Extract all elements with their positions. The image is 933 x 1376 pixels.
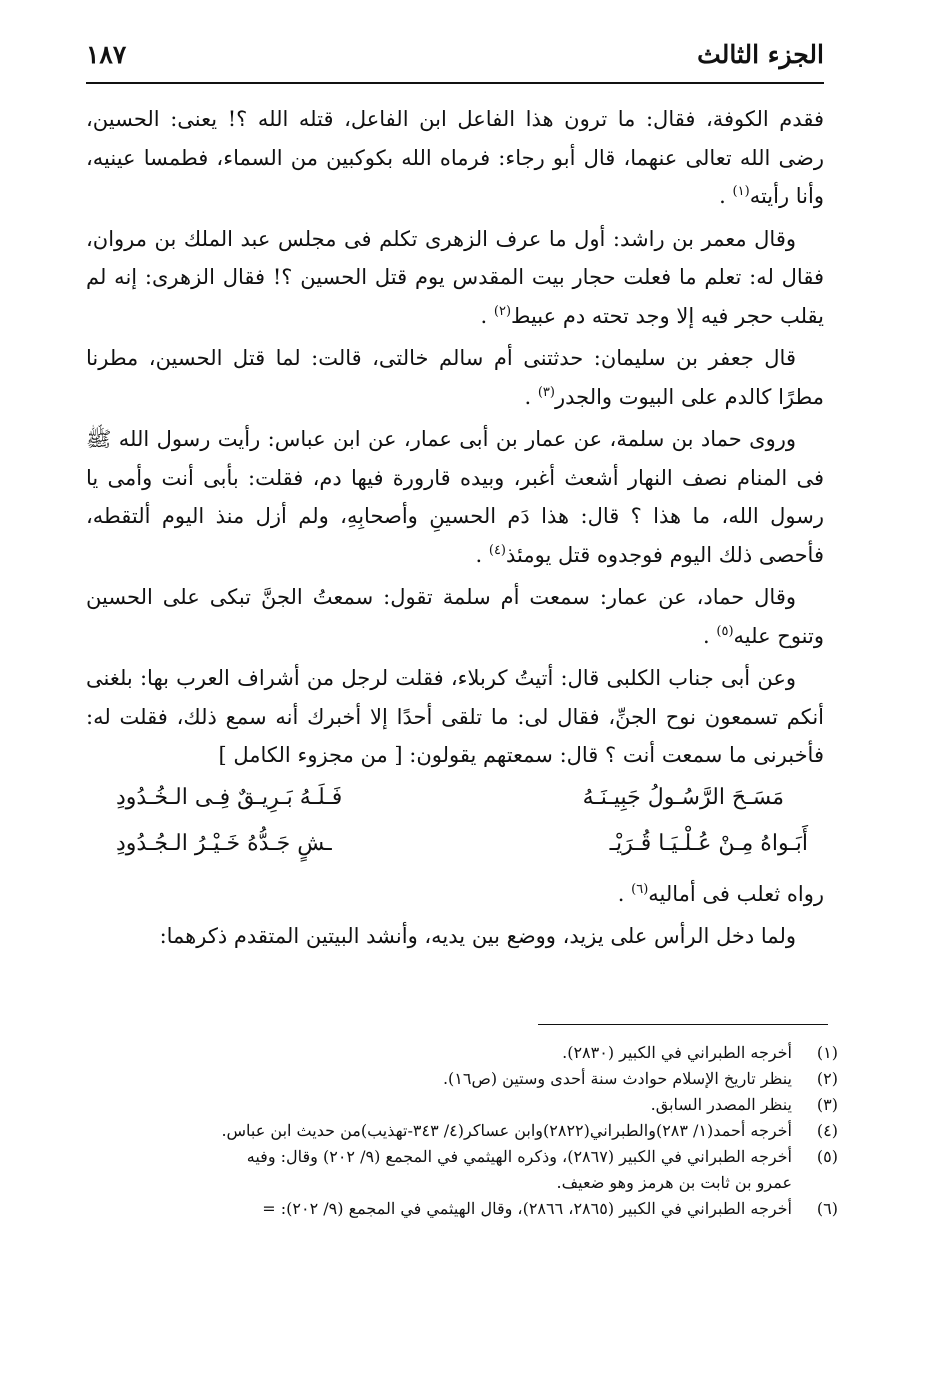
footnote: (٢) ينظر تاريخ الإسلام حوادث سنة أحدى وستين (ص١٦).: [442, 1069, 838, 1088]
verse-second-hemistich: ـشٍ جَـدُّهُ خَـيْـرُ الـجُـدُودِ: [116, 830, 332, 856]
footnote-ref: (٣): [537, 384, 555, 400]
footnotes: [86, 1040, 838, 1222]
page-header: [86, 38, 824, 80]
paragraph: فقدم الكوفة، فقال: ما ترون هذا الفاعل ابن الفاعل، قتله الله ؟! يعنى: الحسين، رضى الله تعالى عنهما، قال أبو رجاء: فرماه الله بكوكبين من السماء، فطمسا عينيه، وأنا رأيته$^{(١)}$ .: [86, 107, 824, 208]
footnote: (٥) أخرجه الطبراني في الكبير (٢٨٦٧)، وذكره الهيثمي في المجمع (٩/ ٢٠٢) وقال: وفيه عمرو بن ثابت بن هرمز وهو ضعيف.: [246, 1147, 838, 1192]
footnote-ref: (٤): [488, 542, 506, 558]
footnote-ref: (٥): [716, 623, 734, 639]
verse-second-hemistich: فَـلَـهُ بَـرِيـقٌ فِـى الـخُـدُودِ: [116, 784, 343, 810]
footnote: (٦) أخرجه الطبراني في الكبير (٢٨٦٥، ٢٨٦٦)، وقال الهيثمي في المجمع (٩/ ٢٠٢): =: [262, 1199, 838, 1218]
verse-first-hemistich: أَبَـواهُ مِـنْ عُـلْـيَـا قُـرَيْـ: [609, 830, 808, 856]
verse-first-hemistich: مَسَـحَ الرَّسُـولُ جَبِيـنَـهُ: [582, 784, 784, 810]
page-number: ١٨٧: [86, 40, 127, 69]
footnote-rule: [538, 1024, 828, 1025]
paragraph: ولما دخل الرأس على يزيد، ووضع بين يديه، وأنشد البيتين المتقدم ذكرهما:: [159, 924, 796, 948]
paragraph: قال جعفر بن سليمان: حدثتنى أم سالم خالتى، قالت: لما قتل الحسين، مطرنا مطرًا كالدم على البيوت والجدر$^{(٣)}$ .: [86, 346, 824, 409]
footnote: (١) أخرجه الطبراني في الكبير (٢٨٣٠).: [562, 1043, 838, 1062]
footnote: (٣) ينظر المصدر السابق.: [650, 1095, 838, 1114]
paragraph: وروى حماد بن سلمة، عن عمار بن أبى عمار، عن ابن عباس: رأيت رسول الله ﷺ فى المنام نصف النهار أشعث أغبر، وبيده قارورة فيها دم، فقلت: بأبى أنت وأمى يا رسول الله، ما هذا ؟ قال: هذا دَم الحسينِ وأصحابِهِ، ولم أزل منذ اليوم ألتقطه، فأحصى ذلك اليوم فوجدوه قتل يومئذ$^{(٤)}$ .: [86, 427, 824, 567]
footnote: (٤) أخرجه أحمد(١/ ٢٨٣)والطبراني(٢٨٢٢)وابن عساكر(٤/ ٣٤٣-تهذيب)من حديث ابن عباس.: [221, 1121, 838, 1140]
poem: [86, 779, 824, 875]
footnote-ref: (٢): [493, 303, 512, 319]
main-text: [86, 100, 824, 960]
chapter-title: الجزء الثالث: [697, 40, 824, 69]
paragraph: وعن أبى جناب الكلبى قال: أتيتُ كربلاء، فقلت لرجل من أشراف العرب بها: بلغنى أنكم تسمعون نوح الجنِّ، فقال لى: ما تلقى أحدًا إلا أخبرك أنه سمع ذلك، فقلت له: فأخبرنى ما سمعت أنت ؟ قال: سمعتهم يقولون: [ من مجزوء الكامل ]: [86, 666, 824, 767]
footnote-ref: (١): [732, 184, 750, 199]
footnote-ref: (٦): [631, 881, 649, 897]
paragraph: رواه ثعلب فى أماليه$^{(٦)}$ .: [617, 881, 824, 906]
paragraph: وقال حماد، عن عمار: سمعت أم سلمة تقول: سمعتُ الجنَّ تبكى على الحسين وتنوح عليه$^{(٥)}$ .: [86, 585, 824, 648]
paragraph: وقال معمر بن راشد: أول ما عرف الزهرى تكلم فى مجلس عبد الملك بن مروان، فقال له: تعلم ما فعلت حجار بيت المقدس يوم قتل الحسين ؟! فقال الزهرى: إنه لم يقلب حجر فيه إلا وجد تحته دم عبيط$^{(٢)}$ .: [86, 226, 824, 328]
header-rule: [86, 82, 824, 84]
